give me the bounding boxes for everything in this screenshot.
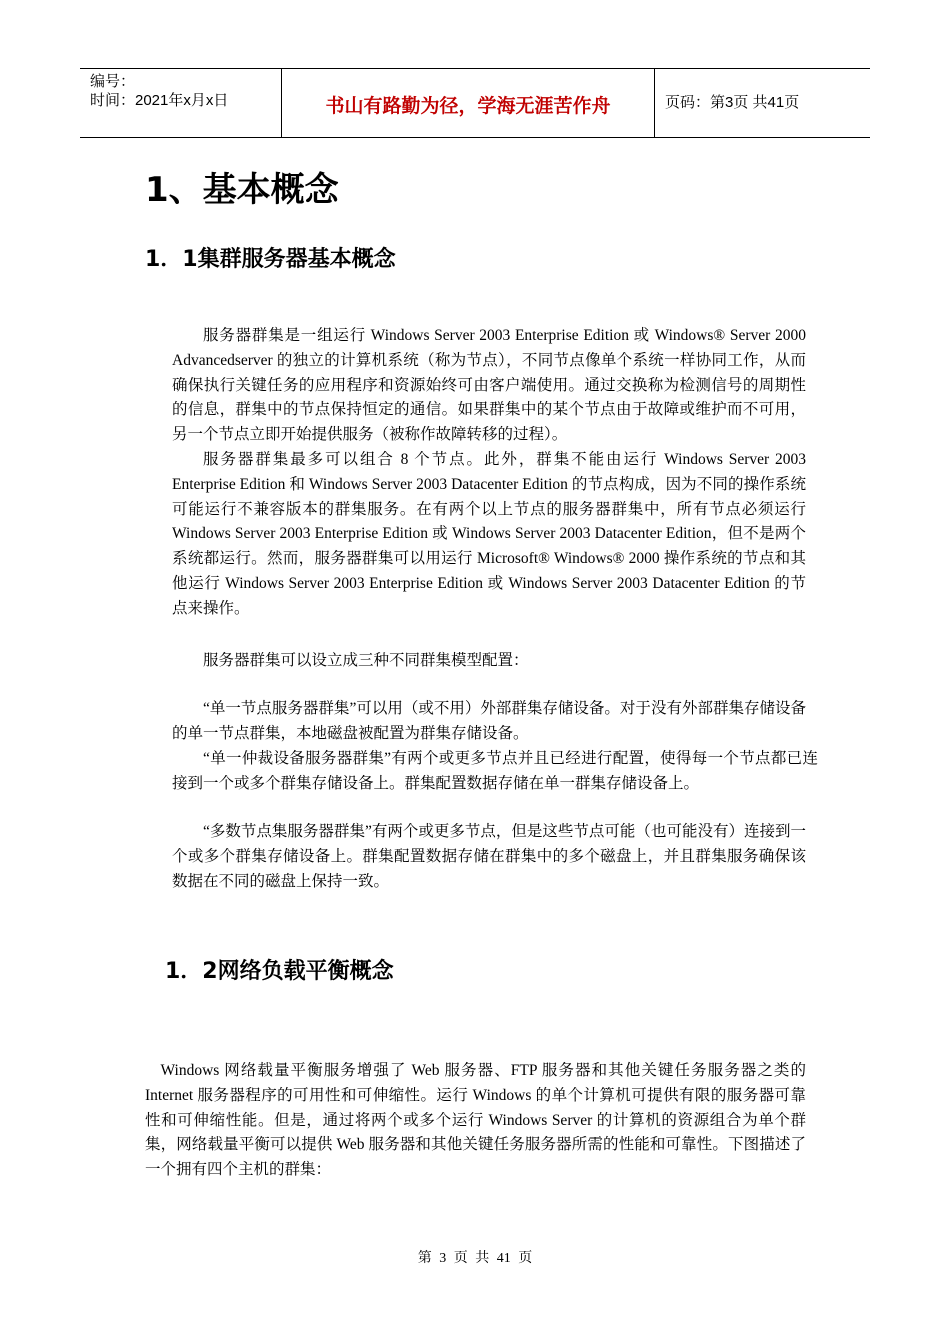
- header-page-cell: [655, 69, 870, 137]
- page-info: 页码：第3页 共41页: [665, 94, 800, 111]
- page-header: [80, 68, 870, 138]
- heading-basic-concepts: 1、基本概念: [145, 170, 339, 210]
- paragraph: 服务器群集是一组运行 Windows Server 2003 Enterprise Edition 或 Windows® Server 2000 Advancedserver 的独立的计算机系统（称为节点），不同节点像单个系统一样协同工作，从而确保执行关键任务的应用程序和资源始终可由客户端使用。通过交换称为检测信号的周期性的信息，群集中的节点保持恒定的通信。如果群集中的某个节点由于故障或维护而不可用，另一个节点立即开始提供服务（被称作故障转移的过程）。: [172, 327, 806, 444]
- page-footer: 第 3 页 共 41 页: [417, 1251, 533, 1266]
- paragraph: Windows 网络载量平衡服务增强了 Web 服务器、FTP 服务器和其他关键任务服务器之类的 Internet 服务器程序的可用性和可伸缩性。运行 Windows 的单个计算机可提供有限的服务器可靠性和可伸缩性能。但是，通过将两个或多个运行 Windows Server 的计算机的资源组合为单个群集，网络载量平衡可以提供 Web 服务器和其他关键任务服务器所需的性能和可靠性。下图描述了一个拥有四个主机的群集：: [145, 1062, 806, 1179]
- header-motto-cell: [282, 69, 655, 137]
- paragraph: “单一仲裁设备服务器群集”有两个或更多节点并且已经进行配置，使得每一个节点都已连接到一个或多个群集存储设备上。群集配置数据存储在单一群集存储设备上。: [172, 750, 818, 792]
- number-label: 编号：: [90, 73, 136, 90]
- paragraph: 服务器群集可以设立成三种不同群集模型配置：: [203, 652, 529, 669]
- paragraph: 服务器群集最多可以组合 8 个节点。此外，群集不能由运行 Windows Server 2003 Enterprise Edition 和 Windows Server 2003 Datacenter Edition 的节点构成，因为不同的操作系统可能运行不兼容版本的群集服务。在有两个以上节点的服务器群集中，所有节点必须运行 Windows Server 2003 Enterprise Edition 或 Windows Server 2003 Datacenter Edition，但不是两个系统都运行。然而，服务器群集可以用运行 Microsoft® Windows® 2000 操作系统的节点和其他运行 Windows Server 2003 Enterprise Edition 或 Windows Server 2003 Datacenter Edition 的节点来操作。: [172, 451, 806, 617]
- time-label: 时间：2021年x月x日: [90, 92, 229, 109]
- paragraph: “多数节点集服务器群集”有两个或更多节点，但是这些节点可能（也可能没有）连接到一个或多个群集存储设备上。群集配置数据存储在群集中的多个磁盘上，并且群集服务确保该数据在不同的磁盘上保持一致。: [172, 823, 806, 890]
- header-info-cell: [80, 69, 282, 137]
- section-1-1-title: 1．1集群服务器基本概念: [145, 247, 396, 272]
- section-1-2-title: 1．2网络负载平衡概念: [165, 959, 394, 984]
- motto: 书山有路勤为径，学海无涯苦作舟: [325, 95, 611, 117]
- paragraph: “单一节点服务器群集”可以用（或不用）外部群集存储设备。对于没有外部群集存储设备的单一节点群集，本地磁盘被配置为群集存储设备。: [172, 700, 806, 742]
